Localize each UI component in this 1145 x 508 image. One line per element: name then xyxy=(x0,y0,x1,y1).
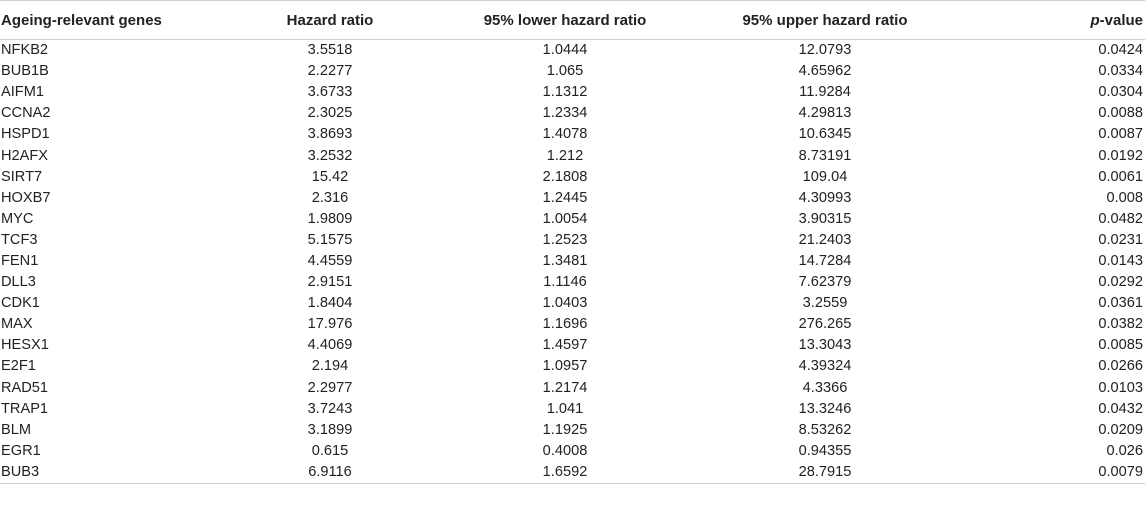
p-value-cell: 0.0209 xyxy=(1098,421,1143,438)
upper-hazard-ratio-cell: 21.2403 xyxy=(798,231,852,248)
table-row xyxy=(0,420,1145,441)
upper-hazard-ratio-cell: 4.29813 xyxy=(798,105,852,122)
table-row xyxy=(0,82,1145,103)
p-value-cell: 0.026 xyxy=(1106,442,1143,459)
hazard-ratio-cell: 3.2532 xyxy=(307,147,353,164)
hazard-ratio-cell: 1.9809 xyxy=(307,210,353,227)
table-row xyxy=(0,462,1145,484)
lower-hazard-ratio-cell: 1.1146 xyxy=(543,274,587,291)
upper-hazard-ratio-cell: 4.65962 xyxy=(798,63,852,80)
table-body xyxy=(0,40,1145,484)
lower-hazard-ratio-cell: 1.0444 xyxy=(542,42,588,59)
header-p-rest: -value xyxy=(1099,11,1143,29)
upper-hazard-ratio-cell: 7.62379 xyxy=(798,274,852,291)
hazard-ratio-cell: 17.976 xyxy=(307,316,353,333)
header-hazard-ratio: Hazard ratio xyxy=(220,1,440,40)
table-row xyxy=(0,61,1145,82)
lower-hazard-ratio-cell: 1.6592 xyxy=(440,462,690,484)
gene-cell: FEN1 xyxy=(1,252,39,269)
hazard-ratio-cell: 2.3025 xyxy=(307,105,353,122)
upper-hazard-ratio-cell: 109.04 xyxy=(802,168,848,185)
header-row xyxy=(0,1,1145,40)
hazard-ratio-cell: 2.316 xyxy=(311,189,349,206)
table-row xyxy=(0,251,1145,272)
p-value-cell: 0.0192 xyxy=(1098,147,1143,164)
upper-hazard-ratio-cell: 12.0793 xyxy=(798,42,852,59)
table-row xyxy=(0,103,1145,124)
gene-cell: TRAP1 xyxy=(1,400,49,417)
upper-hazard-ratio-cell: 13.3246 xyxy=(798,400,852,417)
table-row xyxy=(0,209,1145,230)
lower-hazard-ratio-cell: 1.0403 xyxy=(542,295,588,312)
hazard-ratio-cell: 3.8693 xyxy=(307,126,353,143)
lower-hazard-ratio-cell: 1.2334 xyxy=(542,105,588,122)
p-value-cell: 0.008 xyxy=(1106,189,1143,206)
upper-hazard-ratio-cell: 0.94355 xyxy=(798,442,852,459)
table-row xyxy=(0,399,1145,420)
p-value-cell: 0.0088 xyxy=(1098,105,1143,122)
table-row xyxy=(0,230,1145,251)
upper-hazard-ratio-cell: 3.2559 xyxy=(802,295,848,312)
gene-cell: BUB1B xyxy=(1,63,49,80)
lower-hazard-ratio-cell: 0.4008 xyxy=(542,442,588,459)
upper-hazard-ratio-cell: 28.7915 xyxy=(690,462,960,484)
gene-cell: E2F1 xyxy=(1,358,36,375)
upper-hazard-ratio-cell: 3.90315 xyxy=(798,210,852,227)
p-value-cell: 0.0231 xyxy=(1098,231,1143,248)
hazard-ratio-cell: 3.1899 xyxy=(307,421,353,438)
table-row xyxy=(0,188,1145,209)
p-value-cell: 0.0361 xyxy=(1098,295,1143,312)
table-header xyxy=(0,1,1145,40)
gene-cell: TCF3 xyxy=(1,231,38,248)
lower-hazard-ratio-cell: 1.065 xyxy=(546,63,584,80)
upper-hazard-ratio-cell: 8.73191 xyxy=(798,147,852,164)
lower-hazard-ratio-cell: 1.2174 xyxy=(542,379,588,396)
gene-cell: RAD51 xyxy=(1,379,49,396)
lower-hazard-ratio-cell: 2.1808 xyxy=(542,168,588,185)
table-row xyxy=(0,378,1145,399)
hazard-ratio-cell: 1.8404 xyxy=(307,295,353,312)
p-value-cell: 0.0292 xyxy=(1098,274,1143,291)
table-row xyxy=(0,441,1145,462)
upper-hazard-ratio-cell: 4.3366 xyxy=(802,379,848,396)
lower-hazard-ratio-cell: 1.4597 xyxy=(542,337,588,354)
hazard-ratio-cell: 0.615 xyxy=(311,442,349,459)
hazard-ratio-cell: 4.4069 xyxy=(307,337,353,354)
gene-cell: NFKB2 xyxy=(1,42,49,59)
table-row xyxy=(0,145,1145,166)
hazard-ratio-cell: 2.194 xyxy=(311,358,349,375)
hazard-ratio-cell: 3.7243 xyxy=(307,400,353,417)
lower-hazard-ratio-cell: 1.1696 xyxy=(542,316,588,333)
upper-hazard-ratio-cell: 14.7284 xyxy=(798,252,852,269)
header-p-value xyxy=(960,1,1145,40)
hazard-ratio-cell: 2.2277 xyxy=(307,63,353,80)
upper-hazard-ratio-cell: 4.39324 xyxy=(798,358,852,375)
upper-hazard-ratio-cell: 8.53262 xyxy=(798,421,852,438)
table-row xyxy=(0,293,1145,314)
gene-cell: SIRT7 xyxy=(1,168,43,185)
p-value-cell: 0.0085 xyxy=(1098,337,1143,354)
p-value-cell: 0.0087 xyxy=(1098,126,1143,143)
hazard-ratio-cell: 3.5518 xyxy=(307,42,353,59)
table-row xyxy=(0,167,1145,188)
lower-hazard-ratio-cell: 1.3481 xyxy=(542,252,588,269)
hazard-ratio-cell: 3.6733 xyxy=(307,84,353,101)
table-row xyxy=(0,356,1145,377)
p-value-cell: 0.0482 xyxy=(1098,210,1143,227)
table-row xyxy=(0,124,1145,145)
gene-cell: MYC xyxy=(1,210,34,227)
upper-hazard-ratio-cell: 10.6345 xyxy=(798,126,852,143)
gene-cell: BLM xyxy=(1,421,32,438)
gene-cell: CCNA2 xyxy=(1,105,51,122)
gene-cell: BUB3 xyxy=(0,462,220,484)
header-p-italic: p xyxy=(1090,11,1100,29)
gene-cell: HESX1 xyxy=(1,337,49,354)
gene-cell: H2AFX xyxy=(1,147,49,164)
lower-hazard-ratio-cell: 1.1312 xyxy=(542,84,588,101)
p-value-cell: 0.0334 xyxy=(1098,63,1143,80)
gene-cell: MAX xyxy=(1,316,33,333)
hazard-ratio-cell: 2.9151 xyxy=(307,274,353,291)
hazard-ratio-cell: 15.42 xyxy=(311,168,349,185)
p-value-cell: 0.0432 xyxy=(1098,400,1143,417)
p-value-cell: 0.0061 xyxy=(1098,168,1143,185)
p-value-cell: 0.0382 xyxy=(1098,316,1143,333)
gene-cell: HOXB7 xyxy=(1,189,51,206)
header-gene: Ageing-relevant genes xyxy=(0,1,220,40)
table-row xyxy=(0,335,1145,356)
upper-hazard-ratio-cell: 4.30993 xyxy=(798,189,852,206)
gene-cell: CDK1 xyxy=(1,295,40,312)
p-value-cell: 0.0424 xyxy=(1098,42,1143,59)
lower-hazard-ratio-cell: 1.212 xyxy=(546,147,584,164)
upper-hazard-ratio-cell: 13.3043 xyxy=(798,337,852,354)
p-value-cell: 0.0103 xyxy=(1098,379,1143,396)
gene-cell: HSPD1 xyxy=(1,126,50,143)
lower-hazard-ratio-cell: 1.4078 xyxy=(542,126,588,143)
lower-hazard-ratio-cell: 1.1925 xyxy=(542,421,588,438)
lower-hazard-ratio-cell: 1.0054 xyxy=(542,210,588,227)
gene-cell: AIFM1 xyxy=(1,84,44,101)
p-value-cell: 0.0143 xyxy=(1098,252,1143,269)
lower-hazard-ratio-cell: 1.041 xyxy=(546,400,584,417)
gene-cell: EGR1 xyxy=(1,442,41,459)
upper-hazard-ratio-cell: 276.265 xyxy=(798,316,852,333)
hazard-ratio-cell: 6.9116 xyxy=(220,462,440,484)
lower-hazard-ratio-cell: 1.2523 xyxy=(542,231,588,248)
hazard-ratio-cell: 2.2977 xyxy=(307,379,353,396)
lower-hazard-ratio-cell: 1.0957 xyxy=(542,358,588,375)
header-upper-hazard-ratio: 95% upper hazard ratio xyxy=(690,1,960,40)
upper-hazard-ratio-cell: 11.9284 xyxy=(799,84,851,101)
p-value-cell: 0.0304 xyxy=(1098,84,1143,101)
p-value-cell: 0.0266 xyxy=(1098,358,1143,375)
header-lower-hazard-ratio: 95% lower hazard ratio xyxy=(440,1,690,40)
p-value-cell: 0.0079 xyxy=(960,462,1145,484)
lower-hazard-ratio-cell: 1.2445 xyxy=(542,189,588,206)
hazard-ratio-cell: 5.1575 xyxy=(307,231,353,248)
gene-cell: DLL3 xyxy=(1,274,36,291)
hazard-ratio-cell: 4.4559 xyxy=(307,252,353,269)
table-row xyxy=(0,272,1145,293)
table-row xyxy=(0,40,1145,62)
table-row xyxy=(0,314,1145,335)
